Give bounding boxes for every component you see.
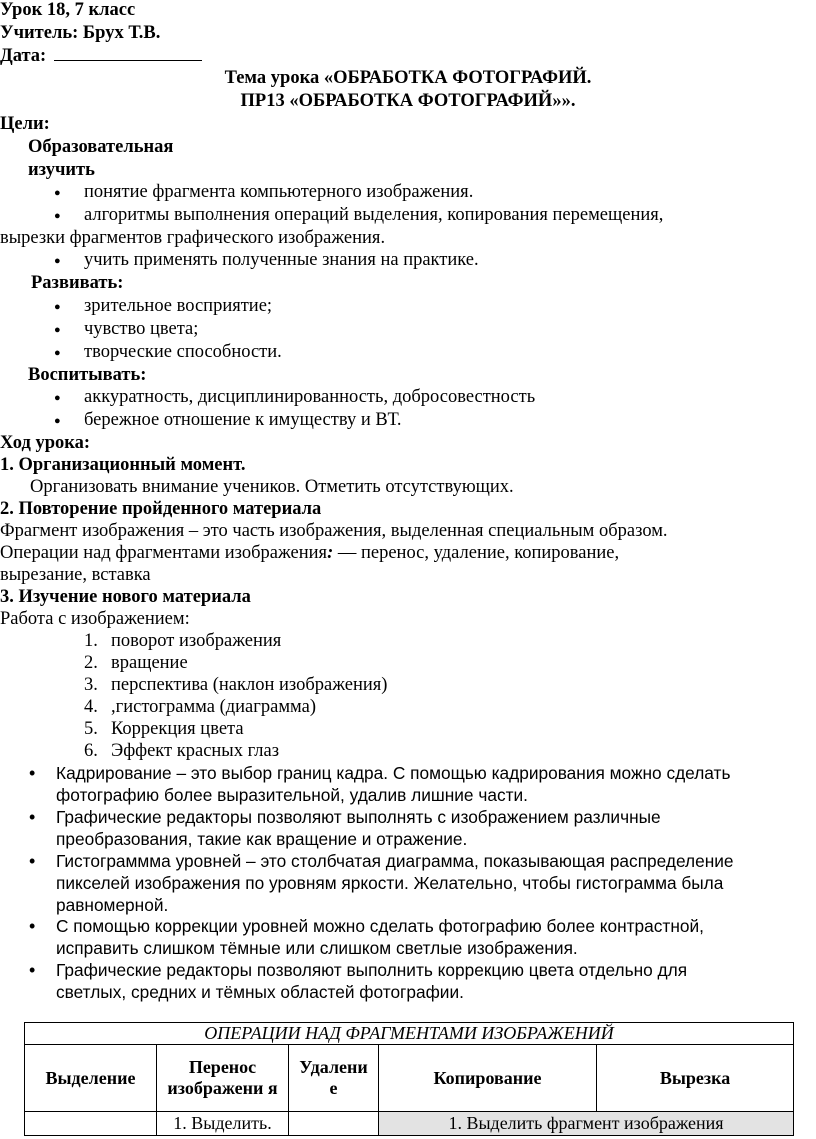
topic-line-2: ПР13 «ОБРАБОТКА ФОТОГРАФИЙ»». <box>240 91 576 111</box>
numbered-item <box>84 674 388 696</box>
educational-heading: Образовательная <box>28 137 174 157</box>
study-item-cont: вырезки фрагментов графического изображения. <box>0 228 386 248</box>
table-cell <box>289 1112 379 1136</box>
bullet-icon: ● <box>54 187 61 199</box>
develop-item: творческие способности. <box>84 342 282 362</box>
item-number: 3. <box>84 675 98 695</box>
item-text: Коррекция цвета <box>111 719 244 739</box>
column-header: Выделение <box>25 1045 157 1112</box>
bullet-icon: • <box>29 851 36 871</box>
table-cell <box>25 1112 157 1136</box>
table-cell: 1. Выделить. <box>157 1112 289 1136</box>
table-caption: ОПЕРАЦИИ НАД ФРАГМЕНТАМИ ИЗОБРАЖЕНИЙ <box>25 1023 794 1045</box>
item-text: Эффект красных глаз <box>111 741 280 761</box>
raise-item: бережное отношение к имуществу и ВТ. <box>84 410 402 430</box>
section-2-text: Операции над фрагментами изображения <box>0 543 328 563</box>
info-bullet: Графические редакторы позволяют выполнять с изображением различные <box>56 807 661 827</box>
section-3-title: 3. Изучение нового материала <box>0 587 251 607</box>
section-2-line: вырезание, вставка <box>0 565 151 585</box>
item-number: 4. <box>84 697 98 717</box>
info-bullet: Графические редакторы позволяют выполнить коррекцию цвета отдельно для <box>56 960 688 980</box>
raise-item: аккуратность, дисциплинированность, добросовестность <box>84 387 536 407</box>
item-text: ,гистограмма (диаграмма) <box>111 697 316 717</box>
bullet-icon: ● <box>54 301 61 313</box>
bullet-icon: ● <box>54 210 61 222</box>
develop-heading: Развивать: <box>31 273 124 293</box>
section-2-text: — перенос, удаление, копирование, <box>333 543 620 563</box>
bullet-icon: • <box>29 916 36 936</box>
column-header: Удалени е <box>289 1045 379 1112</box>
bullet-icon: ● <box>54 392 61 404</box>
develop-item: зрительное восприятие; <box>84 296 273 316</box>
goals-title: Цели: <box>0 114 50 134</box>
study-heading: изучить <box>28 160 95 180</box>
info-bullet: Гистограммма уровней – это столбчатая диаграмма, показывающая распределение <box>56 851 734 871</box>
column-header: Перенос изображени я <box>157 1045 289 1112</box>
section-2-line <box>0 542 619 564</box>
lesson-line: Урок 18, 7 класс <box>0 0 136 20</box>
info-bullet-cont: исправить слишком тёмные или слишком светлые изображения. <box>56 938 578 958</box>
bullet-icon: ● <box>54 415 61 427</box>
item-number: 2. <box>84 653 98 673</box>
info-bullet-cont: равномерной. <box>56 895 169 915</box>
section-3-intro: Работа с изображением: <box>0 609 190 629</box>
numbered-item <box>84 696 316 718</box>
item-number: 1. <box>84 631 98 651</box>
column-header: Копирование <box>379 1045 597 1112</box>
develop-item: чувство цвета; <box>84 319 199 339</box>
date-line <box>0 45 202 67</box>
section-2-title: 2. Повторение пройденного материала <box>0 499 322 519</box>
study-item: учить применять полученные знания на практике. <box>84 250 479 270</box>
section-2-line: Фрагмент изображения – это часть изображения, выделенная специальным образом. <box>0 521 668 541</box>
bullet-icon: • <box>29 763 36 783</box>
numbered-item <box>84 630 282 652</box>
numbered-item <box>84 652 188 674</box>
date-blank <box>54 45 202 61</box>
info-bullet-cont: преобразования, такие как вращение и отражение. <box>56 829 468 849</box>
date-label: Дата: <box>0 46 47 66</box>
section-2-colon: : <box>327 543 334 563</box>
numbered-item <box>84 740 280 762</box>
teacher-line: Учитель: Брух Т.В. <box>0 23 161 43</box>
info-bullet: Кадрирование – это выбор границ кадра. С помощью кадрирования можно сделать <box>56 763 731 783</box>
course-title: Ход урока: <box>0 433 91 453</box>
info-bullet-cont: пикселей изображения по уровням яркости. Желательно, чтобы гистограмма была <box>56 873 724 893</box>
section-1-text: Организовать внимание учеников. Отметить отсутствующих. <box>30 477 514 497</box>
section-1-title: 1. Организационный момент. <box>0 455 246 475</box>
info-bullet: С помощью коррекции уровней можно сделать фотографию более контрастной, <box>56 916 704 936</box>
item-number: 6. <box>84 741 98 761</box>
numbered-item <box>84 718 244 740</box>
item-number: 5. <box>84 719 98 739</box>
operations-table <box>24 1022 794 1136</box>
bullet-icon: ● <box>54 324 61 336</box>
bullet-icon: • <box>29 960 36 980</box>
info-bullet-cont: фотографию более выразительной, удалив лишние части. <box>56 785 528 805</box>
table-cell: 1. Выделить фрагмент изображения <box>379 1112 794 1136</box>
topic-line-1: Тема урока «ОБРАБОТКА ФОТОГРАФИЙ. <box>224 68 592 88</box>
bullet-icon: ● <box>54 255 61 267</box>
bullet-icon: • <box>29 807 36 827</box>
item-text: поворот изображения <box>111 631 282 651</box>
raise-heading: Воспитывать: <box>28 365 147 385</box>
study-item: понятие фрагмента компьютерного изображения. <box>84 182 474 202</box>
item-text: вращение <box>111 653 188 673</box>
item-text: перспектива (наклон изображения) <box>111 675 388 695</box>
study-item: алгоритмы выполнения операций выделения, копирования перемещения, <box>84 205 664 225</box>
column-header: Вырезка <box>597 1045 794 1112</box>
info-bullet-cont: светлых, средних и тёмных областей фотографии. <box>56 982 464 1002</box>
bullet-icon: ● <box>54 347 61 359</box>
